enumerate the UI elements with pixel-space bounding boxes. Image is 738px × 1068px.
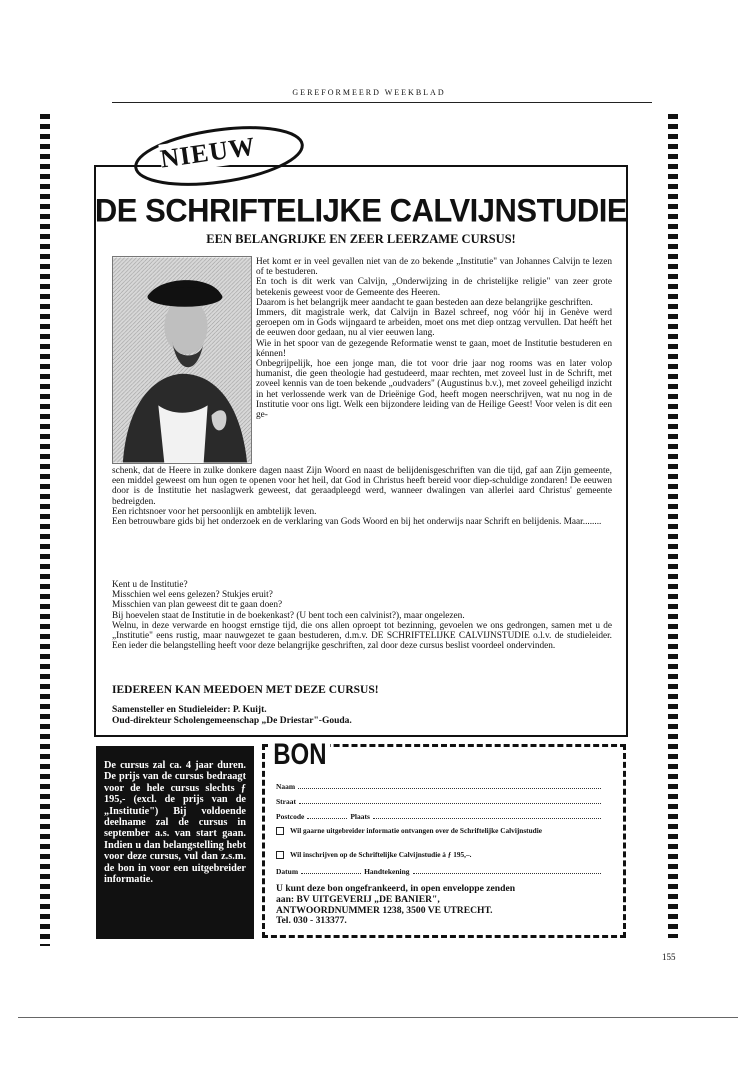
postcode-place-field[interactable] — [276, 811, 604, 821]
author-affiliation: Oud-direkteur Scholengemeenschap „De Driestar"-Gouda. — [112, 716, 352, 726]
postcode-line[interactable] — [307, 811, 347, 819]
running-header: GEREFORMEERD WEEKBLAD — [292, 88, 446, 97]
calvin-portrait — [112, 256, 252, 464]
street-label: Straat — [276, 797, 296, 806]
name-label: Naam — [276, 782, 296, 791]
new-badge-text: NIEUW — [158, 131, 258, 174]
paragraph: Daarom is het belangrijk meer aandacht te gaan besteden aan deze belangrijke geschriften. — [256, 297, 593, 308]
body-full-width — [112, 466, 612, 527]
left-checker-border — [40, 114, 50, 946]
paragraph: Wie in het spoor van de gezegende Reformatie wenst te gaan, moet de Institutie bestuderen en kénnen! — [256, 338, 612, 359]
course-info-box — [96, 746, 254, 939]
paragraph: Welnu, in deze verwarde en hoogst ernstige tijd, die ons allen oproept tot bezinning, gevoelen we ons gedrongen, samen met u de „Institutie" eens rustig, maar nauwgezet te gaan bestuderen, d.m.v. DE SCHRIFTELIJKE CALVIJNSTUDIE o.l.v. de studieleider. Een ieder die belangstelling heeft voor deze belangrijke geschriften, zal door deze cursus beslist voordeel ondervinden. — [112, 620, 612, 652]
advert-subtitle: EEN BELANGRIJKE EN ZEER LEERZAME CURSUS! — [206, 232, 516, 246]
paragraph: Misschien van plan geweest dit te gaan doen? — [112, 600, 283, 611]
course-info-text: De cursus zal ca. 4 jaar duren. De prijs van de cursus bedraagt voor de hele cursus slechts ƒ 195,- (excl. de prijs van de „Institutie") Bij voldoende deelname zal de cursus in september a.s. van start gaan. Indien u dan belangstelling hebt voor deze cursus, vul dan z.s.m. de bon in voor een uitgebreider informatie. — [104, 760, 246, 886]
body-column-beside-portrait — [256, 257, 612, 420]
header-rule — [112, 102, 652, 103]
option-info-checkbox-row[interactable] — [276, 826, 606, 835]
option-enroll-label: Wil inschrijven op de Schriftelijke Calvijnstudie à ƒ 195,–. — [290, 850, 472, 859]
paragraph: Kent u de Institutie? — [112, 580, 188, 590]
date-line[interactable] — [301, 866, 361, 874]
paragraph: Het komt er in veel gevallen niet van de zo bekende „Institutie" van Johannes Calvijn te lezen of te bestuderen. — [256, 257, 612, 278]
author-credit: Samensteller en Studieleider: P. Kuijt. — [112, 705, 267, 715]
paragraph: Onbegrijpelijk, hoe een jonge man, die tot voor drie jaar nog rooms was en later volop humanist, die geen theologie had gestudeerd, maar rechten, met zoveel lust in de Schrift, met zoveel kennis van de toen bekende „oudvaders" (Augustinus b.v.), met zoveel geheiligd inzicht in het verlossende werk van de Drieënige God, heeft mogen neerschrijven, wat nu nog in de Institutie voor ons ligt. Welk een bijzondere leiding van de Heilige Geest! Voor velen is dit een ge- — [256, 359, 612, 421]
coupon-title: BON — [270, 738, 330, 772]
place-label: Plaats — [350, 812, 370, 821]
signature-line[interactable] — [413, 866, 601, 874]
date-label: Datum — [276, 867, 299, 876]
mailing-address-line: aan: BV UITGEVERIJ „DE BANIER", — [276, 893, 440, 905]
paragraph: En toch is dit werk van Calvijn, „Onderwijzing in de christelijke religie" van zeer grote betekenis geweest voor de Gemeente des Heeren. — [256, 277, 612, 298]
paragraph: Een richtsnoer voor het persoonlijk en ambtelijk leven. — [112, 506, 317, 517]
date-signature-field[interactable] — [276, 866, 604, 876]
paragraph: Immers, dit magistrale werk, dat Calvijn in Bazel schreef, nog vóór hij in Genève werd geroepen om in Gods wijngaard te arbeiden, moet ons met diep ontzag vervullen. Dat heéft het de eeuwen door gedaan, nu al vier eeuwen lang. — [256, 308, 612, 339]
postcode-label: Postcode — [276, 812, 305, 821]
paragraph: Bij hoevelen staat de Institutie in de boekenkast? (U bent toch een calvinist?), maar ongelezen. — [112, 610, 465, 621]
body-questions — [112, 580, 612, 651]
signature-label: Handtekening — [364, 867, 410, 876]
option-info-checkbox[interactable] — [276, 827, 284, 835]
paragraph: schenk, dat de Heere in zulke donkere dagen naast Zijn Woord en naast de belijdenisgeschriften van die tijd, gaf aan Zijn gemeente, een middel geweest om hun ogen te openen voor het heil, dat God in Christus heeft bereid voor diep-schuldige zondaren! De eeuwen door is de Institutie het naslagwerk geweest, dat geraadpleegd werd, wanneer dwalingen van allerlei aard Christus' gemeente bedreigden. — [112, 466, 612, 507]
option-info-label: Wil gaarne uitgebreider informatie ontvangen over de Schriftelijke Calvijnstudie — [290, 826, 542, 835]
place-line[interactable] — [373, 811, 601, 819]
right-checker-border — [668, 114, 678, 938]
mailing-note-line: U kunt deze bon ongefrankeerd, in open enveloppe zenden — [276, 883, 516, 894]
page-number: 155 — [662, 952, 676, 962]
coupon-mailing-note — [276, 884, 606, 927]
name-field[interactable] — [276, 781, 604, 791]
option-enroll-checkbox-row[interactable] — [276, 850, 606, 859]
paragraph: Een betrouwbare gids bij het onderzoek en de verklaring van Gods Woord en bij het onderwijs naar Schrift en belijdenis. Maar........ — [112, 517, 602, 528]
name-line[interactable] — [298, 781, 601, 789]
page-bottom-rule — [18, 1017, 738, 1018]
phone-number: Tel. 030 - 313377. — [276, 915, 347, 927]
street-field[interactable] — [276, 796, 604, 806]
mailing-reply-number: ANTWOORDNUMMER 1238, 3500 VE UTRECHT. — [276, 904, 493, 916]
callout-heading: IEDEREEN KAN MEEDOEN MET DEZE CURSUS! — [112, 684, 379, 696]
advert-title: DE SCHRIFTELIJKE CALVIJNSTUDIE — [94, 192, 628, 229]
street-line[interactable] — [299, 796, 601, 804]
paragraph: Misschien wel eens gelezen? Stukjes eruit? — [112, 590, 273, 601]
option-enroll-checkbox[interactable] — [276, 851, 284, 859]
